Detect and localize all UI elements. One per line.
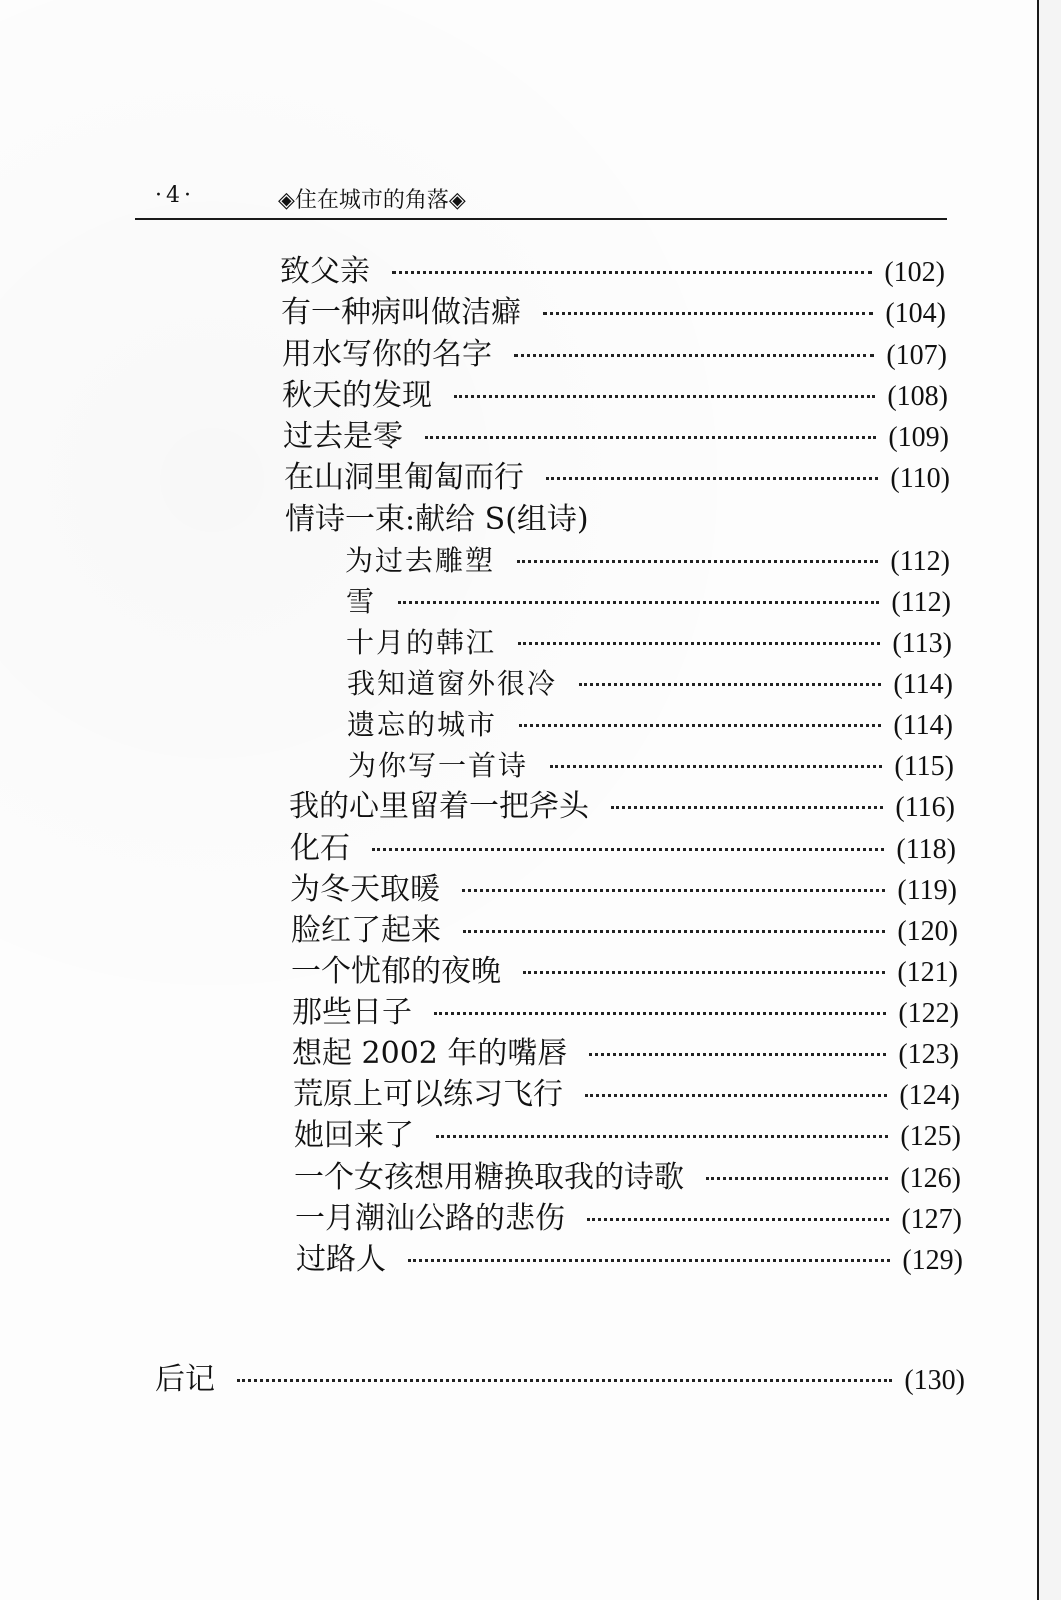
toc-entry-page: (112): [891, 587, 951, 618]
toc-entry-title: 一月潮汕公路的悲伤: [295, 1201, 565, 1236]
toc-entry-page: (120): [897, 916, 958, 947]
dot-leader: [454, 395, 875, 398]
toc-entry-title: 化石: [290, 831, 350, 866]
toc-entry-page: (125): [900, 1121, 961, 1152]
book-title: ◈住在城市的角落◈: [278, 188, 466, 213]
toc-entry-title: 为你写一首诗: [348, 749, 529, 782]
toc-entry-page: (122): [898, 998, 959, 1029]
toc-entry-title: 十月的韩江: [346, 626, 497, 659]
dot-leader: [408, 1259, 890, 1262]
toc-entry-page: (113): [892, 628, 952, 659]
dot-leader: [523, 971, 885, 974]
toc-entry: [292, 993, 959, 1033]
toc-subentry: [345, 541, 950, 581]
toc-entry-title: 为冬天取暖: [290, 872, 440, 907]
toc-entry-title: 荒原上可以练习飞行: [293, 1077, 563, 1112]
afterword-title: 后记: [155, 1362, 215, 1397]
toc-entry: [293, 1075, 960, 1115]
toc-entry-title: 雪: [346, 585, 377, 618]
toc-entry: [290, 829, 956, 869]
toc-entry-page: (118): [896, 834, 956, 865]
toc-entry: [294, 1116, 961, 1156]
toc-entry-title: 有一种病叫做洁癖: [281, 295, 521, 330]
toc-entry: [291, 952, 958, 992]
toc-entry-title: 过路人: [296, 1242, 386, 1277]
toc-entry-page: (108): [887, 381, 948, 412]
toc-entry: [282, 376, 948, 416]
toc-entry: [289, 787, 955, 827]
dot-leader: [392, 271, 872, 274]
toc-entry: [283, 417, 949, 457]
toc-entry-page: (124): [899, 1080, 960, 1111]
dot-leader: [543, 312, 873, 315]
toc-entry-title: 我知道窗外很冷: [347, 667, 558, 700]
toc-entry-page: (102): [884, 257, 945, 288]
dot-leader: [436, 1135, 888, 1138]
toc-entry: [290, 870, 957, 910]
toc-subentry: [346, 582, 951, 622]
toc-entry-page: (115): [894, 751, 954, 782]
toc-entry-page: (129): [902, 1245, 963, 1276]
toc-entry-page: (121): [897, 957, 958, 988]
toc-entry-title: 在山洞里匍匐而行: [284, 460, 524, 495]
toc-entry-page: (107): [886, 340, 947, 371]
afterword-page: (130): [904, 1365, 965, 1396]
page-number: ·4·: [155, 183, 195, 208]
toc-entry-page: (114): [893, 710, 953, 741]
dot-leader: [706, 1177, 888, 1180]
toc-entry-title: 想起 2002 年的嘴唇: [292, 1036, 568, 1071]
toc-entry-title: 脸红了起来: [291, 913, 441, 948]
toc-entry-title: 我的心里留着一把斧头: [289, 789, 589, 824]
toc-subentry: [347, 705, 953, 745]
toc-entry-page: (110): [890, 463, 950, 494]
toc-entry-page: (127): [901, 1204, 962, 1235]
dot-leader: [611, 806, 883, 809]
toc-entry: [284, 458, 950, 498]
toc-entry-page: (114): [893, 669, 953, 700]
dot-leader: [519, 724, 881, 727]
toc-entry: [291, 911, 958, 951]
dot-leader: [514, 354, 874, 357]
toc-entry-title: 情诗一束:献给 S(组诗): [285, 502, 589, 537]
toc-entry-page: (119): [897, 875, 957, 906]
toc-entry: [282, 335, 947, 375]
toc-entry-title: 秋天的发现: [282, 378, 432, 413]
dot-leader: [550, 765, 882, 768]
toc-entry: [281, 293, 946, 333]
toc-entry-title: 遗忘的城市: [347, 708, 498, 741]
toc-entry: [295, 1199, 962, 1239]
toc-entry-page: (116): [895, 792, 955, 823]
toc-entry: [296, 1240, 963, 1280]
dot-leader: [546, 477, 878, 480]
dot-leader: [518, 642, 880, 645]
toc-entry: [292, 1034, 959, 1074]
toc-entry-title: 为过去雕塑: [345, 544, 496, 577]
dot-leader: [579, 683, 881, 686]
toc-entry-page: (109): [888, 422, 949, 453]
toc-entry-page: (104): [885, 298, 946, 329]
toc-entry-title: 一个忧郁的夜晚: [291, 954, 501, 989]
toc-entry-title: 她回来了: [294, 1118, 414, 1153]
dot-leader: [462, 889, 885, 892]
dot-leader: [587, 1218, 889, 1221]
toc-afterword: [155, 1360, 965, 1400]
dot-leader: [372, 848, 884, 851]
dot-leader: [585, 1094, 887, 1097]
dot-leader: [589, 1053, 886, 1056]
toc-entry-page: (112): [890, 546, 950, 577]
toc-entry-title: 那些日子: [292, 995, 412, 1030]
dot-leader: [517, 560, 878, 563]
toc-subentry: [348, 746, 954, 786]
toc-subentry: [347, 664, 953, 704]
toc-subentry: [346, 623, 952, 663]
dot-leader: [398, 601, 879, 604]
toc-entry-page: (123): [898, 1039, 959, 1070]
toc-entry-title: 用水写你的名字: [282, 337, 492, 372]
toc-entry-title: 一个女孩想用糖换取我的诗歌: [294, 1160, 684, 1195]
toc-entry-title: 过去是零: [283, 419, 403, 454]
dot-leader: [425, 436, 876, 439]
dot-leader: [434, 1012, 886, 1015]
dot-leader: [237, 1379, 892, 1382]
toc-group-heading: [285, 500, 685, 540]
toc-entry: [280, 252, 945, 292]
toc-entry: [294, 1158, 961, 1198]
toc-entry-title: 致父亲: [280, 254, 370, 289]
toc-entry-page: (126): [900, 1163, 961, 1194]
dot-leader: [463, 930, 885, 933]
